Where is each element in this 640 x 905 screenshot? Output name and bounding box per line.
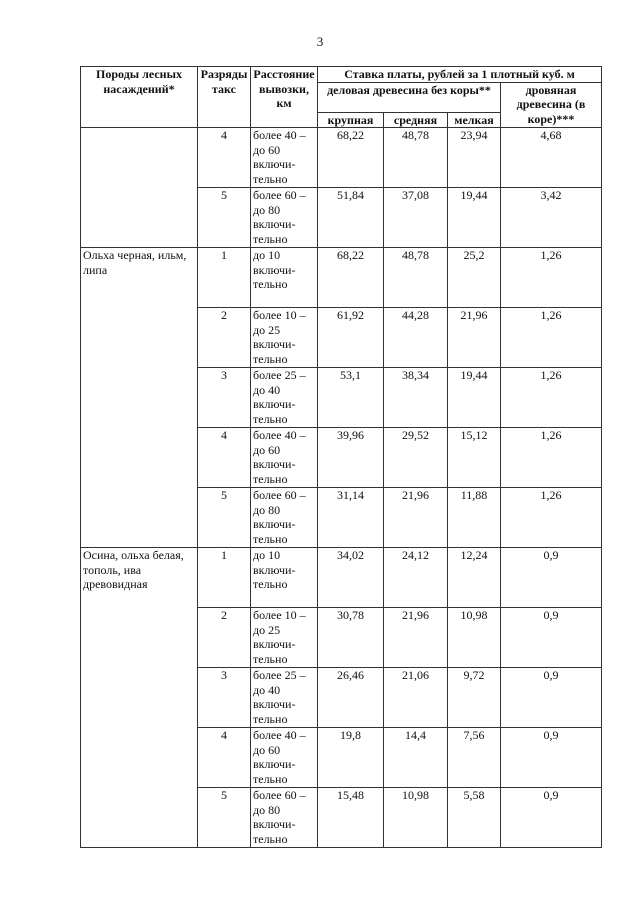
- table-body: [81, 128, 602, 848]
- firewood-cell: 1,26: [501, 488, 602, 548]
- firewood-cell: 0,9: [501, 608, 602, 668]
- medium-cell: 21,06: [384, 668, 448, 728]
- firewood-cell: 1,26: [501, 428, 602, 488]
- large-cell: 19,8: [318, 728, 384, 788]
- distance-cell: более 25 – до 40 включи-тельно: [251, 368, 318, 428]
- header-large: крупная: [318, 112, 384, 128]
- small-cell: 19,44: [448, 368, 501, 428]
- firewood-cell: 1,26: [501, 368, 602, 428]
- species-cell: [81, 128, 198, 248]
- small-cell: 21,96: [448, 308, 501, 368]
- small-cell: 10,98: [448, 608, 501, 668]
- medium-cell: 37,08: [384, 188, 448, 248]
- table-header: [81, 67, 602, 128]
- firewood-cell: 0,9: [501, 788, 602, 848]
- medium-cell: 29,52: [384, 428, 448, 488]
- header-tax-class: Разряды такс: [198, 67, 251, 128]
- medium-cell: 24,12: [384, 548, 448, 608]
- species-cell: Ольха черная, ильм, липа: [81, 248, 198, 548]
- small-cell: 25,2: [448, 248, 501, 308]
- distance-cell: до 10 включи-тельно: [251, 248, 318, 308]
- tax-class-cell: 3: [198, 668, 251, 728]
- large-cell: 15,48: [318, 788, 384, 848]
- medium-cell: 44,28: [384, 308, 448, 368]
- header-small: мелкая: [448, 112, 501, 128]
- large-cell: 68,22: [318, 128, 384, 188]
- tax-class-cell: 5: [198, 488, 251, 548]
- table-row: [81, 128, 602, 188]
- table-row: [81, 248, 602, 308]
- header-distance: Расстояние вывозки, км: [251, 67, 318, 128]
- large-cell: 68,22: [318, 248, 384, 308]
- small-cell: 7,56: [448, 728, 501, 788]
- large-cell: 31,14: [318, 488, 384, 548]
- medium-cell: 14,4: [384, 728, 448, 788]
- small-cell: 19,44: [448, 188, 501, 248]
- distance-cell: более 10 – до 25 включи-тельно: [251, 308, 318, 368]
- tax-class-cell: 3: [198, 368, 251, 428]
- small-cell: 12,24: [448, 548, 501, 608]
- tax-class-cell: 4: [198, 428, 251, 488]
- firewood-cell: 0,9: [501, 668, 602, 728]
- rates-table: [80, 66, 602, 848]
- firewood-cell: 3,42: [501, 188, 602, 248]
- small-cell: 5,58: [448, 788, 501, 848]
- distance-cell: более 25 – до 40 включи-тельно: [251, 668, 318, 728]
- firewood-cell: 4,68: [501, 128, 602, 188]
- small-cell: 15,12: [448, 428, 501, 488]
- firewood-cell: 1,26: [501, 308, 602, 368]
- tax-class-cell: 1: [198, 548, 251, 608]
- tax-class-cell: 5: [198, 188, 251, 248]
- medium-cell: 48,78: [384, 248, 448, 308]
- large-cell: 51,84: [318, 188, 384, 248]
- species-cell: Осина, ольха белая, тополь, ива древовидная: [81, 548, 198, 848]
- large-cell: 53,1: [318, 368, 384, 428]
- small-cell: 9,72: [448, 668, 501, 728]
- tax-class-cell: 5: [198, 788, 251, 848]
- distance-cell: более 40 – до 60 включи-тельно: [251, 128, 318, 188]
- header-rate: Ставка платы, рублей за 1 плотный куб. м: [318, 67, 602, 83]
- small-cell: 11,88: [448, 488, 501, 548]
- distance-cell: более 60 – до 80 включи-тельно: [251, 488, 318, 548]
- header-commercial-timber: деловая древесина без коры**: [318, 82, 501, 112]
- firewood-cell: 0,9: [501, 728, 602, 788]
- large-cell: 39,96: [318, 428, 384, 488]
- small-cell: 23,94: [448, 128, 501, 188]
- table-row: [81, 548, 602, 608]
- tax-class-cell: 2: [198, 308, 251, 368]
- medium-cell: 21,96: [384, 488, 448, 548]
- distance-cell: до 10 включи-тельно: [251, 548, 318, 608]
- header-species: Породы лесных насаждений*: [81, 67, 198, 128]
- large-cell: 26,46: [318, 668, 384, 728]
- tax-class-cell: 4: [198, 728, 251, 788]
- large-cell: 61,92: [318, 308, 384, 368]
- large-cell: 30,78: [318, 608, 384, 668]
- header-firewood: дровяная древесина (в коре)***: [501, 82, 602, 128]
- tax-class-cell: 1: [198, 248, 251, 308]
- page-number: 3: [316, 34, 324, 49]
- distance-cell: более 40 – до 60 включи-тельно: [251, 428, 318, 488]
- distance-cell: более 60 – до 80 включи-тельно: [251, 788, 318, 848]
- distance-cell: более 10 – до 25 включи-тельно: [251, 608, 318, 668]
- medium-cell: 48,78: [384, 128, 448, 188]
- tax-class-cell: 4: [198, 128, 251, 188]
- medium-cell: 21,96: [384, 608, 448, 668]
- medium-cell: 38,34: [384, 368, 448, 428]
- distance-cell: более 40 – до 60 включи-тельно: [251, 728, 318, 788]
- tax-class-cell: 2: [198, 608, 251, 668]
- distance-cell: более 60 – до 80 включи-тельно: [251, 188, 318, 248]
- header-medium: средняя: [384, 112, 448, 128]
- large-cell: 34,02: [318, 548, 384, 608]
- firewood-cell: 0,9: [501, 548, 602, 608]
- firewood-cell: 1,26: [501, 248, 602, 308]
- medium-cell: 10,98: [384, 788, 448, 848]
